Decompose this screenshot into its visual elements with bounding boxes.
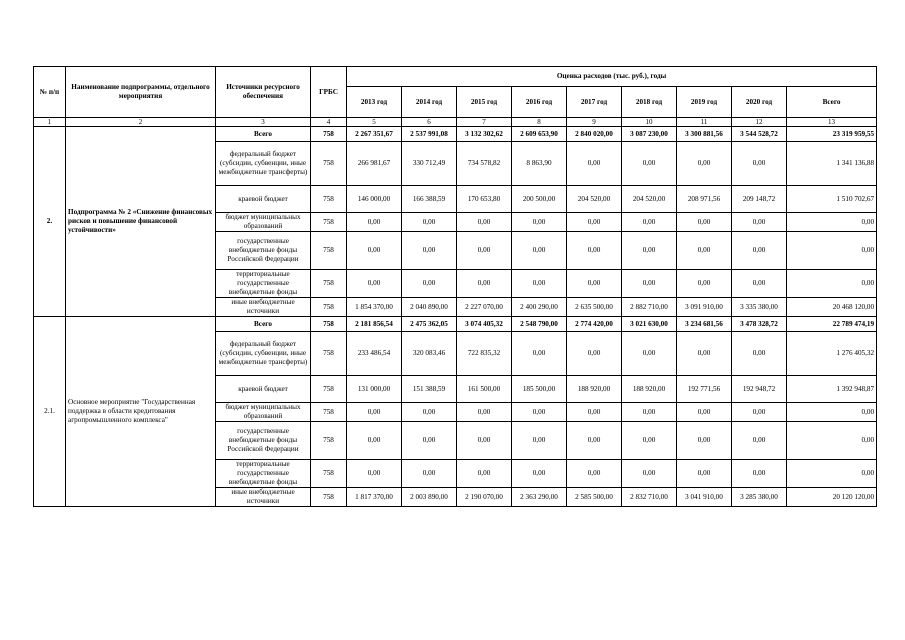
header-year: 2018 год: [622, 87, 677, 118]
grbs-code: 758: [311, 488, 347, 507]
funding-source: Всего: [216, 127, 311, 142]
year-value-cell: 0,00: [347, 460, 402, 488]
year-value-cell: 2 227 070,00: [457, 298, 512, 317]
year-value-cell: 0,00: [347, 232, 402, 270]
year-value-cell: 0,00: [402, 270, 457, 298]
column-number: 7: [457, 118, 512, 127]
year-value-cell: 209 148,72: [732, 186, 787, 213]
year-value-cell: 2 537 991,08: [402, 127, 457, 142]
year-value-cell: 3 132 302,62: [457, 127, 512, 142]
year-value-cell: 3 300 881,56: [677, 127, 732, 142]
year-value-cell: 146 000,00: [347, 186, 402, 213]
year-value-cell: 330 712,49: [402, 142, 457, 186]
total-cell: 0,00: [787, 270, 877, 298]
funding-source: краевой бюджет: [216, 186, 311, 213]
header-row-1: [34, 67, 877, 87]
year-value-cell: 0,00: [402, 232, 457, 270]
year-value-cell: 192 771,56: [677, 376, 732, 403]
year-value-cell: 0,00: [677, 403, 732, 422]
year-value-cell: 151 388,59: [402, 376, 457, 403]
column-number: 3: [216, 118, 311, 127]
grbs-code: 758: [311, 317, 347, 332]
year-value-cell: 0,00: [402, 460, 457, 488]
year-value-cell: 2 400 290,00: [512, 298, 567, 317]
year-value-cell: 0,00: [567, 270, 622, 298]
grbs-code: 758: [311, 213, 347, 232]
year-value-cell: 0,00: [622, 142, 677, 186]
year-value-cell: 0,00: [732, 213, 787, 232]
year-value-cell: 0,00: [512, 460, 567, 488]
total-cell: 0,00: [787, 232, 877, 270]
year-value-cell: 0,00: [622, 270, 677, 298]
column-number: 2: [66, 118, 216, 127]
funding-source: бюджет муниципальных образований: [216, 213, 311, 232]
header-year: 2016 год: [512, 87, 567, 118]
header-year: 2013 год: [347, 87, 402, 118]
grbs-code: 758: [311, 270, 347, 298]
funding-source: территориальные государственные внебюджетные фонды: [216, 460, 311, 488]
total-cell: 1 392 948,87: [787, 376, 877, 403]
year-value-cell: 0,00: [732, 460, 787, 488]
year-value-cell: 0,00: [567, 332, 622, 376]
year-value-cell: 3 091 910,00: [677, 298, 732, 317]
year-value-cell: 1 854 370,00: [347, 298, 402, 317]
year-value-cell: 2 832 710,00: [622, 488, 677, 507]
header-name: Наименование подпрограммы, отдельного мероприятия: [66, 67, 216, 118]
year-value-cell: 3 074 405,32: [457, 317, 512, 332]
header-year: 2017 год: [567, 87, 622, 118]
year-value-cell: 0,00: [347, 270, 402, 298]
year-value-cell: 320 083,46: [402, 332, 457, 376]
column-number: 6: [402, 118, 457, 127]
budget-table: [33, 66, 877, 507]
year-value-cell: 0,00: [732, 232, 787, 270]
grbs-code: 758: [311, 127, 347, 142]
total-cell: 1 276 405,32: [787, 332, 877, 376]
year-value-cell: 0,00: [732, 270, 787, 298]
year-value-cell: 0,00: [622, 213, 677, 232]
year-value-cell: 0,00: [402, 422, 457, 460]
header-num: № п/п: [34, 67, 66, 118]
year-value-cell: 0,00: [457, 213, 512, 232]
column-number: 13: [787, 118, 877, 127]
column-number: 9: [567, 118, 622, 127]
year-value-cell: 0,00: [677, 270, 732, 298]
year-value-cell: 0,00: [457, 232, 512, 270]
year-value-cell: 0,00: [567, 232, 622, 270]
year-value-cell: 1 817 370,00: [347, 488, 402, 507]
year-value-cell: 0,00: [512, 403, 567, 422]
year-value-cell: 2 363 290,00: [512, 488, 567, 507]
year-value-cell: 170 653,80: [457, 186, 512, 213]
year-value-cell: 0,00: [402, 403, 457, 422]
funding-source: государственные внебюджетные фонды Российской Федерации: [216, 232, 311, 270]
funding-source: иные внебюджетные источники: [216, 488, 311, 507]
year-value-cell: 0,00: [732, 422, 787, 460]
year-value-cell: 0,00: [567, 460, 622, 488]
funding-source: территориальные государственные внебюджетные фонды: [216, 270, 311, 298]
funding-source: Всего: [216, 317, 311, 332]
year-value-cell: 161 500,00: [457, 376, 512, 403]
year-value-cell: 3 021 630,00: [622, 317, 677, 332]
year-value-cell: 0,00: [567, 213, 622, 232]
year-value-cell: 185 500,00: [512, 376, 567, 403]
year-value-cell: 0,00: [567, 403, 622, 422]
section-number: 2.1.: [34, 317, 66, 507]
year-value-cell: 2 840 020,00: [567, 127, 622, 142]
total-cell: 0,00: [787, 422, 877, 460]
year-value-cell: 2 609 653,90: [512, 127, 567, 142]
year-value-cell: 233 486,54: [347, 332, 402, 376]
year-value-cell: 0,00: [347, 422, 402, 460]
year-value-cell: 3 478 328,72: [732, 317, 787, 332]
year-value-cell: 3 234 681,56: [677, 317, 732, 332]
total-cell: 20 468 120,00: [787, 298, 877, 317]
header-source: Источники ресурсного обеспечения: [216, 67, 311, 118]
year-value-cell: 3 087 230,00: [622, 127, 677, 142]
year-value-cell: 0,00: [622, 422, 677, 460]
year-value-cell: 2 774 420,00: [567, 317, 622, 332]
year-value-cell: 2 475 362,05: [402, 317, 457, 332]
year-value-cell: 0,00: [622, 332, 677, 376]
year-value-cell: 3 544 528,72: [732, 127, 787, 142]
header-year: 2015 год: [457, 87, 512, 118]
year-value-cell: 2 267 351,67: [347, 127, 402, 142]
year-value-cell: 131 000,00: [347, 376, 402, 403]
column-number: 1: [34, 118, 66, 127]
grbs-code: 758: [311, 298, 347, 317]
grbs-code: 758: [311, 460, 347, 488]
year-value-cell: 3 285 380,00: [732, 488, 787, 507]
year-value-cell: 192 948,72: [732, 376, 787, 403]
column-number: 8: [512, 118, 567, 127]
header-estimate: Оценка расходов (тыс. руб.), годы: [347, 67, 877, 87]
year-value-cell: 0,00: [512, 232, 567, 270]
grbs-code: 758: [311, 422, 347, 460]
grbs-code: 758: [311, 403, 347, 422]
year-value-cell: 0,00: [512, 270, 567, 298]
year-value-cell: 0,00: [457, 460, 512, 488]
year-value-cell: 0,00: [512, 422, 567, 460]
year-value-cell: 166 388,59: [402, 186, 457, 213]
funding-source: иные внебюджетные источники: [216, 298, 311, 317]
year-value-cell: 0,00: [677, 213, 732, 232]
year-value-cell: 0,00: [622, 460, 677, 488]
year-value-cell: 0,00: [512, 332, 567, 376]
year-value-cell: 2 003 890,00: [402, 488, 457, 507]
header-total: Всего: [787, 87, 877, 118]
total-cell: 1 510 702,67: [787, 186, 877, 213]
year-value-cell: 0,00: [677, 460, 732, 488]
year-value-cell: 0,00: [622, 232, 677, 270]
grbs-code: 758: [311, 142, 347, 186]
year-value-cell: 2 585 500,00: [567, 488, 622, 507]
total-cell: 1 341 136,88: [787, 142, 877, 186]
year-value-cell: 2 040 890,00: [402, 298, 457, 317]
year-value-cell: 0,00: [457, 422, 512, 460]
year-value-cell: 722 835,32: [457, 332, 512, 376]
year-value-cell: 8 863,90: [512, 142, 567, 186]
year-value-cell: 204 520,00: [567, 186, 622, 213]
total-cell: 20 120 120,00: [787, 488, 877, 507]
total-cell: 0,00: [787, 460, 877, 488]
header-year: 2019 год: [677, 87, 732, 118]
year-value-cell: 188 920,00: [567, 376, 622, 403]
section-name: Подпрограмма № 2 «Снижение финансовых рисков и повышение финансовой устойчивости»: [66, 127, 216, 317]
section-name: Основное мероприятие "Государственная поддержка в области кредитования агропромышленного комплекса": [66, 317, 216, 507]
table-row: [34, 317, 877, 332]
year-value-cell: 2 190 070,00: [457, 488, 512, 507]
year-value-cell: 266 981,67: [347, 142, 402, 186]
funding-source: федеральный бюджет (субсидии, субвенции, иные межбюджетные трансферты): [216, 332, 311, 376]
section-number: 2.: [34, 127, 66, 317]
grbs-code: 758: [311, 332, 347, 376]
header-grbs: ГРБС: [311, 67, 347, 118]
funding-source: федеральный бюджет (субсидии, субвенции, иные межбюджетные трансферты): [216, 142, 311, 186]
year-value-cell: 734 578,82: [457, 142, 512, 186]
year-value-cell: 0,00: [677, 332, 732, 376]
year-value-cell: 0,00: [347, 213, 402, 232]
column-numbers-row: [34, 118, 877, 127]
year-value-cell: 0,00: [567, 422, 622, 460]
year-value-cell: 188 920,00: [622, 376, 677, 403]
year-value-cell: 0,00: [677, 142, 732, 186]
funding-source: бюджет муниципальных образований: [216, 403, 311, 422]
year-value-cell: 0,00: [732, 403, 787, 422]
total-cell: 0,00: [787, 403, 877, 422]
year-value-cell: 2 181 856,54: [347, 317, 402, 332]
funding-source: государственные внебюджетные фонды Российской Федерации: [216, 422, 311, 460]
year-value-cell: 2 635 500,00: [567, 298, 622, 317]
total-cell: 23 319 959,55: [787, 127, 877, 142]
column-number: 10: [622, 118, 677, 127]
grbs-code: 758: [311, 232, 347, 270]
year-value-cell: 0,00: [347, 403, 402, 422]
funding-source: краевой бюджет: [216, 376, 311, 403]
column-number: 4: [311, 118, 347, 127]
year-value-cell: 0,00: [732, 332, 787, 376]
total-cell: 22 789 474,19: [787, 317, 877, 332]
year-value-cell: 2 882 710,00: [622, 298, 677, 317]
table-row: [34, 127, 877, 142]
header-year: 2020 год: [732, 87, 787, 118]
year-value-cell: 0,00: [677, 422, 732, 460]
year-value-cell: 0,00: [567, 142, 622, 186]
year-value-cell: 0,00: [732, 142, 787, 186]
year-value-cell: 0,00: [677, 232, 732, 270]
year-value-cell: 3 335 380,00: [732, 298, 787, 317]
year-value-cell: 0,00: [622, 403, 677, 422]
grbs-code: 758: [311, 376, 347, 403]
year-value-cell: 200 500,00: [512, 186, 567, 213]
year-value-cell: 3 041 910,00: [677, 488, 732, 507]
year-value-cell: 2 548 790,00: [512, 317, 567, 332]
year-value-cell: 208 971,56: [677, 186, 732, 213]
year-value-cell: 204 520,00: [622, 186, 677, 213]
header-year: 2014 год: [402, 87, 457, 118]
total-cell: 0,00: [787, 213, 877, 232]
year-value-cell: 0,00: [512, 213, 567, 232]
column-number: 5: [347, 118, 402, 127]
year-value-cell: 0,00: [457, 270, 512, 298]
grbs-code: 758: [311, 186, 347, 213]
column-number: 11: [677, 118, 732, 127]
year-value-cell: 0,00: [457, 403, 512, 422]
column-number: 12: [732, 118, 787, 127]
year-value-cell: 0,00: [402, 213, 457, 232]
